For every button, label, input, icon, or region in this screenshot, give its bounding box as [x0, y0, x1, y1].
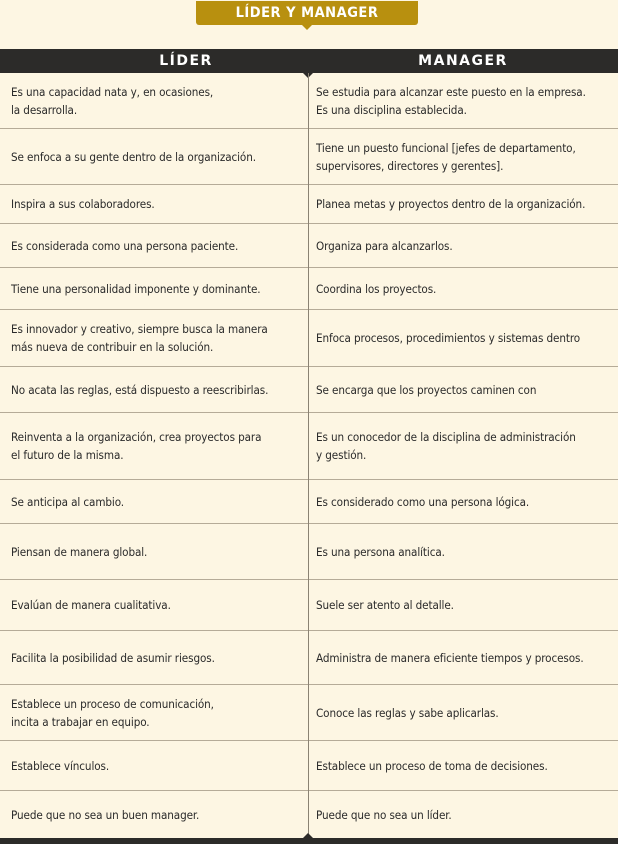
- lider-cell: Piensan de manera global.: [11, 544, 148, 559]
- table-row: [0, 580, 618, 631]
- manager-cell: Se encarga que los proyectos caminen con: [316, 382, 537, 397]
- table-row: [0, 224, 618, 268]
- lider-cell: No acata las reglas, está dispuesto a reescribirlas.: [11, 382, 269, 397]
- lider-cell: Tiene una personalidad imponente y dominante.: [11, 281, 261, 296]
- lider-cell: Reinventa a la organización, crea proyectos para el futuro de la misma.: [11, 430, 262, 462]
- table-row: [0, 129, 618, 185]
- manager-cell: Administra de manera eficiente tiempos y procesos.: [316, 650, 584, 665]
- column-divider: [308, 73, 309, 837]
- manager-cell: Enfoca procesos, procedimientos y sistemas dentro: [316, 331, 581, 345]
- manager-cell: Organiza para alcanzarlos.: [316, 238, 453, 253]
- lider-cell: Evalúan de manera cualitativa.: [11, 598, 171, 612]
- page-title: LÍDER Y MANAGER: [196, 1, 418, 25]
- table-row: [0, 631, 618, 685]
- table-row: [0, 413, 618, 480]
- manager-cell: Se estudia para alcanzar este puesto en la empresa. Es una disciplina establecida.: [316, 84, 586, 117]
- manager-cell: Planea metas y proyectos dentro de la organización.: [316, 197, 586, 211]
- lider-cell: Facilita la posibilidad de asumir riesgos.: [11, 650, 215, 665]
- table-header: [0, 49, 618, 73]
- lider-cell: Se enfoca a su gente dentro de la organización.: [11, 149, 256, 164]
- manager-cell: Es un conocedor de la disciplina de administración y gestión.: [316, 430, 576, 462]
- lider-cell: Establece vínculos.: [11, 758, 110, 773]
- manager-cell: Puede que no sea un líder.: [316, 807, 452, 822]
- table-row: [0, 480, 618, 524]
- table-row: [0, 73, 618, 129]
- table-row: [0, 791, 618, 838]
- table-row: [0, 310, 618, 367]
- table-row: [0, 524, 618, 580]
- lider-cell: Es considerada como una persona paciente.: [11, 238, 239, 253]
- lider-cell: Se anticipa al cambio.: [11, 494, 125, 509]
- table-row: [0, 685, 618, 741]
- lider-cell: Inspira a sus colaboradores.: [11, 197, 155, 211]
- manager-cell: Establece un proceso de toma de decisiones.: [316, 758, 548, 773]
- column-header-manager: MANAGER: [418, 53, 508, 69]
- column-header-lider: LÍDER: [159, 53, 213, 69]
- manager-cell: Es una persona analítica.: [316, 544, 445, 559]
- table-row: [0, 268, 618, 310]
- lider-cell: Es innovador y creativo, siempre busca la manera más nueva de contribuir en la solución.: [11, 322, 268, 354]
- manager-cell: Es considerado como una persona lógica.: [316, 494, 530, 509]
- lider-cell: Es una capacidad nata y, en ocasiones, la desarrolla.: [11, 84, 214, 117]
- manager-cell: Conoce las reglas y sabe aplicarlas.: [316, 705, 499, 720]
- manager-cell: Coordina los proyectos.: [316, 281, 437, 296]
- footer-bar: [0, 838, 618, 844]
- table-row: [0, 741, 618, 791]
- manager-cell: Tiene un puesto funcional [jefes de departamento, supervisores, directores y gerentes].: [316, 140, 576, 173]
- lider-cell: Puede que no sea un buen manager.: [11, 807, 200, 822]
- table-row: [0, 367, 618, 413]
- manager-cell: Suele ser atento al detalle.: [316, 598, 454, 612]
- table-row: [0, 185, 618, 224]
- lider-cell: Establece un proceso de comunicación, incita a trabajar en equipo.: [11, 696, 214, 729]
